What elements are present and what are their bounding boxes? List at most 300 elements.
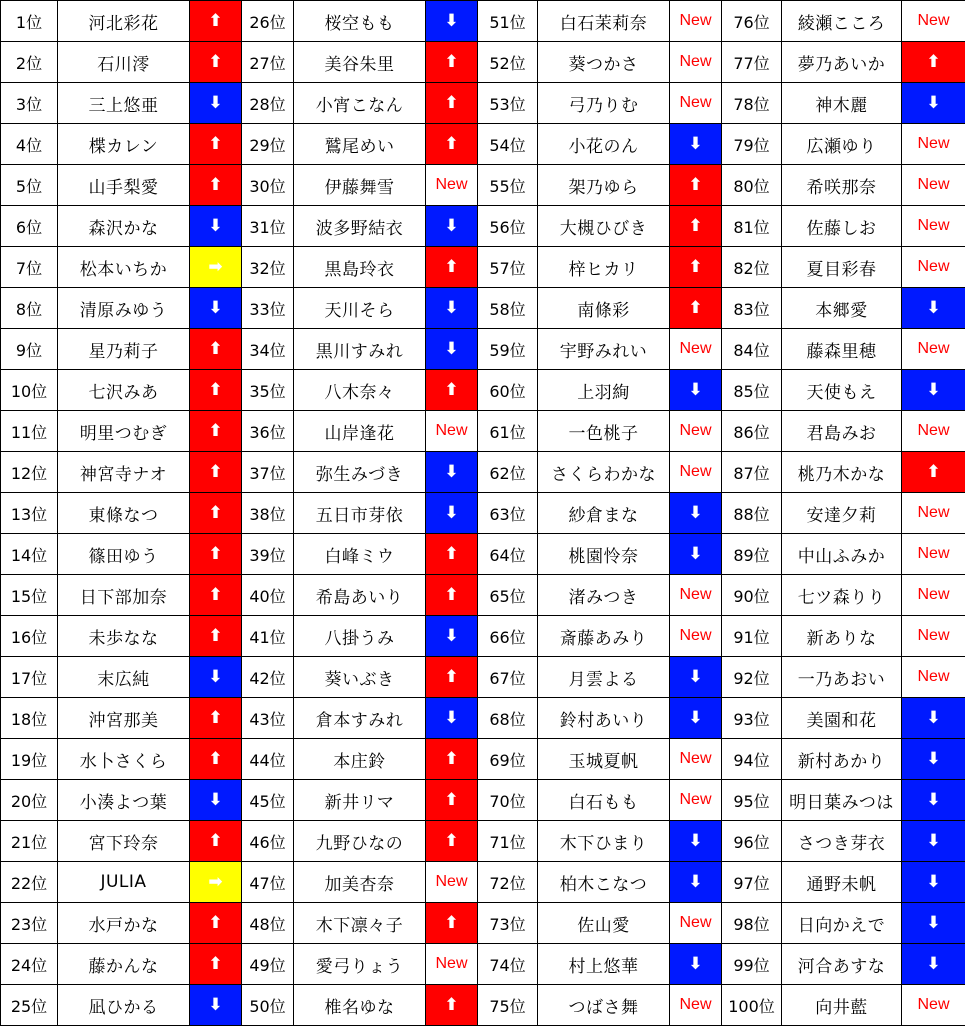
rank-cell: 13位 [1, 493, 58, 534]
rank-cell: 87位 [722, 452, 782, 493]
rank-cell: 91位 [722, 616, 782, 657]
name-cell: 東條なつ [58, 493, 190, 534]
rank-cell: 7位 [1, 247, 58, 288]
name-cell: 椎名ゆな [294, 985, 426, 1026]
arrow-down-icon: ⬇ [190, 780, 242, 821]
rank-cell: 72位 [478, 862, 538, 903]
rank-cell: 6位 [1, 206, 58, 247]
table-row [1, 739, 965, 780]
rank-cell: 32位 [242, 247, 294, 288]
rank-cell: 17位 [1, 657, 58, 698]
rank-cell: 92位 [722, 657, 782, 698]
arrow-up-icon: ⬆ [190, 1, 242, 42]
arrow-down-icon: ⬇ [902, 821, 965, 862]
name-cell: 君島みお [782, 411, 902, 452]
rank-cell: 9位 [1, 329, 58, 370]
rank-cell: 3位 [1, 83, 58, 124]
table-row [1, 616, 965, 657]
name-cell: 波多野結衣 [294, 206, 426, 247]
rank-cell: 86位 [722, 411, 782, 452]
name-cell: 夢乃あいか [782, 42, 902, 83]
name-cell: 明里つむぎ [58, 411, 190, 452]
arrow-right-icon: ➡ [190, 247, 242, 288]
name-cell: 加美杏奈 [294, 862, 426, 903]
rank-cell: 68位 [478, 698, 538, 739]
rank-cell: 20位 [1, 780, 58, 821]
rank-cell: 82位 [722, 247, 782, 288]
rank-cell: 67位 [478, 657, 538, 698]
name-cell: 八掛うみ [294, 616, 426, 657]
name-cell: 新井リマ [294, 780, 426, 821]
arrow-down-icon: ⬇ [902, 780, 965, 821]
rank-cell: 62位 [478, 452, 538, 493]
arrow-up-icon: ⬆ [426, 83, 478, 124]
new-badge: New [426, 165, 478, 206]
table-row [1, 165, 965, 206]
name-cell: 鈴村あいり [538, 698, 670, 739]
rank-cell: 18位 [1, 698, 58, 739]
name-cell: 弥生みづき [294, 452, 426, 493]
name-cell: 松本いちか [58, 247, 190, 288]
arrow-up-icon: ⬆ [670, 247, 722, 288]
name-cell: 中山ふみか [782, 534, 902, 575]
rank-cell: 47位 [242, 862, 294, 903]
name-cell: 美谷朱里 [294, 42, 426, 83]
name-cell: 明日葉みつは [782, 780, 902, 821]
new-badge: New [670, 452, 722, 493]
name-cell: 梓ヒカリ [538, 247, 670, 288]
arrow-up-icon: ⬆ [190, 821, 242, 862]
arrow-up-icon: ⬆ [190, 452, 242, 493]
name-cell: 白石もも [538, 780, 670, 821]
arrow-up-icon: ⬆ [190, 329, 242, 370]
name-cell: 一乃あおい [782, 657, 902, 698]
arrow-up-icon: ⬆ [426, 657, 478, 698]
arrow-down-icon: ⬇ [426, 493, 478, 534]
rank-cell: 56位 [478, 206, 538, 247]
new-badge: New [902, 411, 965, 452]
rank-cell: 49位 [242, 944, 294, 985]
table-row [1, 821, 965, 862]
name-cell: 伊藤舞雪 [294, 165, 426, 206]
arrow-down-icon: ⬇ [190, 206, 242, 247]
arrow-down-icon: ⬇ [670, 124, 722, 165]
arrow-up-icon: ⬆ [426, 42, 478, 83]
new-badge: New [902, 329, 965, 370]
table-row [1, 124, 965, 165]
rank-cell: 95位 [722, 780, 782, 821]
name-cell: 宮下玲奈 [58, 821, 190, 862]
table-row [1, 370, 965, 411]
name-cell: 水卜さくら [58, 739, 190, 780]
name-cell: 天川そら [294, 288, 426, 329]
name-cell: 大槻ひびき [538, 206, 670, 247]
rank-cell: 84位 [722, 329, 782, 370]
table-row [1, 452, 965, 493]
rank-cell: 80位 [722, 165, 782, 206]
new-badge: New [902, 534, 965, 575]
rank-cell: 54位 [478, 124, 538, 165]
name-cell: 篠田ゆう [58, 534, 190, 575]
name-cell: 日下部加奈 [58, 575, 190, 616]
name-cell: 希咲那奈 [782, 165, 902, 206]
new-badge: New [670, 616, 722, 657]
arrow-up-icon: ⬆ [426, 575, 478, 616]
rank-cell: 51位 [478, 1, 538, 42]
name-cell: さつき芽衣 [782, 821, 902, 862]
arrow-down-icon: ⬇ [190, 83, 242, 124]
rank-cell: 39位 [242, 534, 294, 575]
arrow-up-icon: ⬆ [426, 124, 478, 165]
arrow-down-icon: ⬇ [190, 985, 242, 1026]
rank-cell: 21位 [1, 821, 58, 862]
table-row [1, 247, 965, 288]
name-cell: つばさ舞 [538, 985, 670, 1026]
rank-cell: 44位 [242, 739, 294, 780]
name-cell: JULIA [58, 862, 190, 903]
rank-cell: 99位 [722, 944, 782, 985]
arrow-up-icon: ⬆ [426, 821, 478, 862]
rank-cell: 100位 [722, 985, 782, 1026]
arrow-down-icon: ⬇ [670, 944, 722, 985]
arrow-up-icon: ⬆ [670, 165, 722, 206]
arrow-down-icon: ⬇ [426, 206, 478, 247]
name-cell: 佐山愛 [538, 903, 670, 944]
table-row [1, 534, 965, 575]
arrow-down-icon: ⬇ [902, 903, 965, 944]
arrow-up-icon: ⬆ [190, 370, 242, 411]
name-cell: 安達夕莉 [782, 493, 902, 534]
arrow-up-icon: ⬆ [190, 739, 242, 780]
arrow-up-icon: ⬆ [902, 42, 965, 83]
name-cell: 葵つかさ [538, 42, 670, 83]
name-cell: 葵いぶき [294, 657, 426, 698]
new-badge: New [902, 124, 965, 165]
new-badge: New [670, 1, 722, 42]
rank-cell: 30位 [242, 165, 294, 206]
arrow-down-icon: ⬇ [670, 370, 722, 411]
rank-cell: 43位 [242, 698, 294, 739]
arrow-up-icon: ⬆ [426, 247, 478, 288]
name-cell: 斎藤あみり [538, 616, 670, 657]
arrow-down-icon: ⬇ [902, 862, 965, 903]
rank-cell: 58位 [478, 288, 538, 329]
name-cell: 美園和花 [782, 698, 902, 739]
arrow-down-icon: ⬇ [902, 944, 965, 985]
name-cell: 新村あかり [782, 739, 902, 780]
rank-cell: 41位 [242, 616, 294, 657]
rank-cell: 77位 [722, 42, 782, 83]
arrow-down-icon: ⬇ [190, 657, 242, 698]
arrow-up-icon: ⬆ [190, 903, 242, 944]
new-badge: New [426, 411, 478, 452]
rank-cell: 16位 [1, 616, 58, 657]
rank-cell: 31位 [242, 206, 294, 247]
rank-cell: 40位 [242, 575, 294, 616]
rank-cell: 10位 [1, 370, 58, 411]
name-cell: 桃乃木かな [782, 452, 902, 493]
rank-cell: 90位 [722, 575, 782, 616]
arrow-up-icon: ⬆ [190, 698, 242, 739]
name-cell: 木下凛々子 [294, 903, 426, 944]
rank-cell: 5位 [1, 165, 58, 206]
name-cell: 村上悠華 [538, 944, 670, 985]
name-cell: 小湊よつ葉 [58, 780, 190, 821]
name-cell: 五日市芽依 [294, 493, 426, 534]
rank-cell: 33位 [242, 288, 294, 329]
name-cell: 本庄鈴 [294, 739, 426, 780]
name-cell: 渚みつき [538, 575, 670, 616]
rank-cell: 74位 [478, 944, 538, 985]
name-cell: 黒島玲衣 [294, 247, 426, 288]
table-row [1, 206, 965, 247]
rank-cell: 69位 [478, 739, 538, 780]
name-cell: 月雲よる [538, 657, 670, 698]
name-cell: 小花のん [538, 124, 670, 165]
arrow-up-icon: ⬆ [190, 616, 242, 657]
table-row [1, 657, 965, 698]
name-cell: 九野ひなの [294, 821, 426, 862]
rank-cell: 97位 [722, 862, 782, 903]
arrow-up-icon: ⬆ [190, 124, 242, 165]
rank-cell: 50位 [242, 985, 294, 1026]
name-cell: 末広純 [58, 657, 190, 698]
rank-cell: 55位 [478, 165, 538, 206]
rank-cell: 35位 [242, 370, 294, 411]
rank-cell: 64位 [478, 534, 538, 575]
rank-cell: 61位 [478, 411, 538, 452]
name-cell: 玉城夏帆 [538, 739, 670, 780]
name-cell: 神木麗 [782, 83, 902, 124]
arrow-up-icon: ⬆ [426, 739, 478, 780]
new-badge: New [902, 657, 965, 698]
name-cell: 七沢みあ [58, 370, 190, 411]
rank-cell: 76位 [722, 1, 782, 42]
rank-cell: 63位 [478, 493, 538, 534]
arrow-down-icon: ⬇ [670, 657, 722, 698]
rank-cell: 48位 [242, 903, 294, 944]
arrow-down-icon: ⬇ [426, 616, 478, 657]
rank-cell: 38位 [242, 493, 294, 534]
rank-cell: 98位 [722, 903, 782, 944]
name-cell: 木下ひまり [538, 821, 670, 862]
new-badge: New [670, 985, 722, 1026]
rank-cell: 27位 [242, 42, 294, 83]
rank-cell: 53位 [478, 83, 538, 124]
arrow-down-icon: ⬇ [902, 739, 965, 780]
name-cell: 倉本すみれ [294, 698, 426, 739]
arrow-down-icon: ⬇ [426, 698, 478, 739]
new-badge: New [670, 329, 722, 370]
rank-cell: 59位 [478, 329, 538, 370]
rank-cell: 37位 [242, 452, 294, 493]
arrow-down-icon: ⬇ [670, 821, 722, 862]
new-badge: New [902, 985, 965, 1026]
arrow-up-icon: ⬆ [670, 206, 722, 247]
name-cell: 佐藤しお [782, 206, 902, 247]
arrow-down-icon: ⬇ [426, 452, 478, 493]
new-badge: New [902, 1, 965, 42]
name-cell: 桜空もも [294, 1, 426, 42]
rank-cell: 52位 [478, 42, 538, 83]
arrow-down-icon: ⬇ [902, 83, 965, 124]
new-badge: New [670, 739, 722, 780]
arrow-up-icon: ⬆ [670, 288, 722, 329]
name-cell: 藤かんな [58, 944, 190, 985]
table-row [1, 1, 965, 42]
name-cell: 森沢かな [58, 206, 190, 247]
arrow-down-icon: ⬇ [670, 493, 722, 534]
rank-cell: 4位 [1, 124, 58, 165]
arrow-up-icon: ⬆ [426, 903, 478, 944]
arrow-up-icon: ⬆ [190, 165, 242, 206]
rank-cell: 81位 [722, 206, 782, 247]
rank-cell: 19位 [1, 739, 58, 780]
name-cell: 柏木こなつ [538, 862, 670, 903]
new-badge: New [902, 616, 965, 657]
name-cell: 桃園怜奈 [538, 534, 670, 575]
arrow-right-icon: ➡ [190, 862, 242, 903]
name-cell: 白峰ミウ [294, 534, 426, 575]
rank-cell: 11位 [1, 411, 58, 452]
new-badge: New [670, 83, 722, 124]
table-row [1, 83, 965, 124]
rank-cell: 28位 [242, 83, 294, 124]
name-cell: 宇野みれい [538, 329, 670, 370]
rank-cell: 70位 [478, 780, 538, 821]
name-cell: 本郷愛 [782, 288, 902, 329]
rank-cell: 66位 [478, 616, 538, 657]
name-cell: 石川澪 [58, 42, 190, 83]
name-cell: 弓乃りむ [538, 83, 670, 124]
rank-cell: 83位 [722, 288, 782, 329]
arrow-down-icon: ⬇ [902, 698, 965, 739]
name-cell: 希島あいり [294, 575, 426, 616]
rank-cell: 36位 [242, 411, 294, 452]
name-cell: 八木奈々 [294, 370, 426, 411]
name-cell: 沖宮那美 [58, 698, 190, 739]
name-cell: 小宵こなん [294, 83, 426, 124]
name-cell: 三上悠亜 [58, 83, 190, 124]
arrow-up-icon: ⬆ [190, 575, 242, 616]
rank-cell: 26位 [242, 1, 294, 42]
name-cell: 白石茉莉奈 [538, 1, 670, 42]
new-badge: New [426, 944, 478, 985]
new-badge: New [670, 411, 722, 452]
arrow-up-icon: ⬆ [426, 985, 478, 1026]
rank-cell: 88位 [722, 493, 782, 534]
table-row [1, 862, 965, 903]
table-row [1, 780, 965, 821]
name-cell: 一色桃子 [538, 411, 670, 452]
name-cell: 広瀬ゆり [782, 124, 902, 165]
arrow-up-icon: ⬆ [426, 370, 478, 411]
ranking-body [1, 1, 965, 1026]
rank-cell: 2位 [1, 42, 58, 83]
name-cell: さくらわかな [538, 452, 670, 493]
rank-cell: 93位 [722, 698, 782, 739]
name-cell: 水戸かな [58, 903, 190, 944]
arrow-up-icon: ⬆ [426, 780, 478, 821]
new-badge: New [902, 165, 965, 206]
name-cell: 架乃ゆら [538, 165, 670, 206]
arrow-down-icon: ⬇ [670, 534, 722, 575]
name-cell: 山岸逢花 [294, 411, 426, 452]
arrow-up-icon: ⬆ [426, 534, 478, 575]
name-cell: 山手梨愛 [58, 165, 190, 206]
name-cell: 神宮寺ナオ [58, 452, 190, 493]
rank-cell: 22位 [1, 862, 58, 903]
name-cell: 河北彩花 [58, 1, 190, 42]
name-cell: 綾瀬こころ [782, 1, 902, 42]
arrow-down-icon: ⬇ [190, 288, 242, 329]
rank-cell: 12位 [1, 452, 58, 493]
arrow-up-icon: ⬆ [902, 452, 965, 493]
rank-cell: 75位 [478, 985, 538, 1026]
name-cell: 新ありな [782, 616, 902, 657]
new-badge: New [902, 493, 965, 534]
arrow-up-icon: ⬆ [190, 944, 242, 985]
rank-cell: 96位 [722, 821, 782, 862]
arrow-down-icon: ⬇ [670, 862, 722, 903]
arrow-down-icon: ⬇ [902, 370, 965, 411]
name-cell: 上羽絢 [538, 370, 670, 411]
table-row [1, 944, 965, 985]
rank-cell: 8位 [1, 288, 58, 329]
table-row [1, 411, 965, 452]
rank-cell: 94位 [722, 739, 782, 780]
new-badge: New [670, 575, 722, 616]
rank-cell: 34位 [242, 329, 294, 370]
table-row [1, 493, 965, 534]
table-row [1, 903, 965, 944]
name-cell: 凪ひかる [58, 985, 190, 1026]
rank-cell: 24位 [1, 944, 58, 985]
rank-cell: 79位 [722, 124, 782, 165]
arrow-down-icon: ⬇ [670, 698, 722, 739]
table-row [1, 985, 965, 1026]
rank-cell: 42位 [242, 657, 294, 698]
table-row [1, 42, 965, 83]
new-badge: New [670, 903, 722, 944]
name-cell: 愛弓りょう [294, 944, 426, 985]
new-badge: New [902, 206, 965, 247]
name-cell: 通野未帆 [782, 862, 902, 903]
arrow-down-icon: ⬇ [902, 288, 965, 329]
name-cell: 紗倉まな [538, 493, 670, 534]
rank-cell: 14位 [1, 534, 58, 575]
name-cell: 鷲尾めい [294, 124, 426, 165]
arrow-up-icon: ⬆ [190, 534, 242, 575]
rank-cell: 1位 [1, 1, 58, 42]
arrow-down-icon: ⬇ [426, 288, 478, 329]
arrow-down-icon: ⬇ [426, 329, 478, 370]
rank-cell: 45位 [242, 780, 294, 821]
rank-cell: 65位 [478, 575, 538, 616]
rank-cell: 89位 [722, 534, 782, 575]
arrow-down-icon: ⬇ [426, 1, 478, 42]
rank-cell: 46位 [242, 821, 294, 862]
table-row [1, 575, 965, 616]
new-badge: New [670, 780, 722, 821]
rank-cell: 57位 [478, 247, 538, 288]
arrow-up-icon: ⬆ [190, 493, 242, 534]
name-cell: 向井藍 [782, 985, 902, 1026]
name-cell: 未歩なな [58, 616, 190, 657]
rank-cell: 29位 [242, 124, 294, 165]
rank-cell: 60位 [478, 370, 538, 411]
name-cell: 日向かえで [782, 903, 902, 944]
